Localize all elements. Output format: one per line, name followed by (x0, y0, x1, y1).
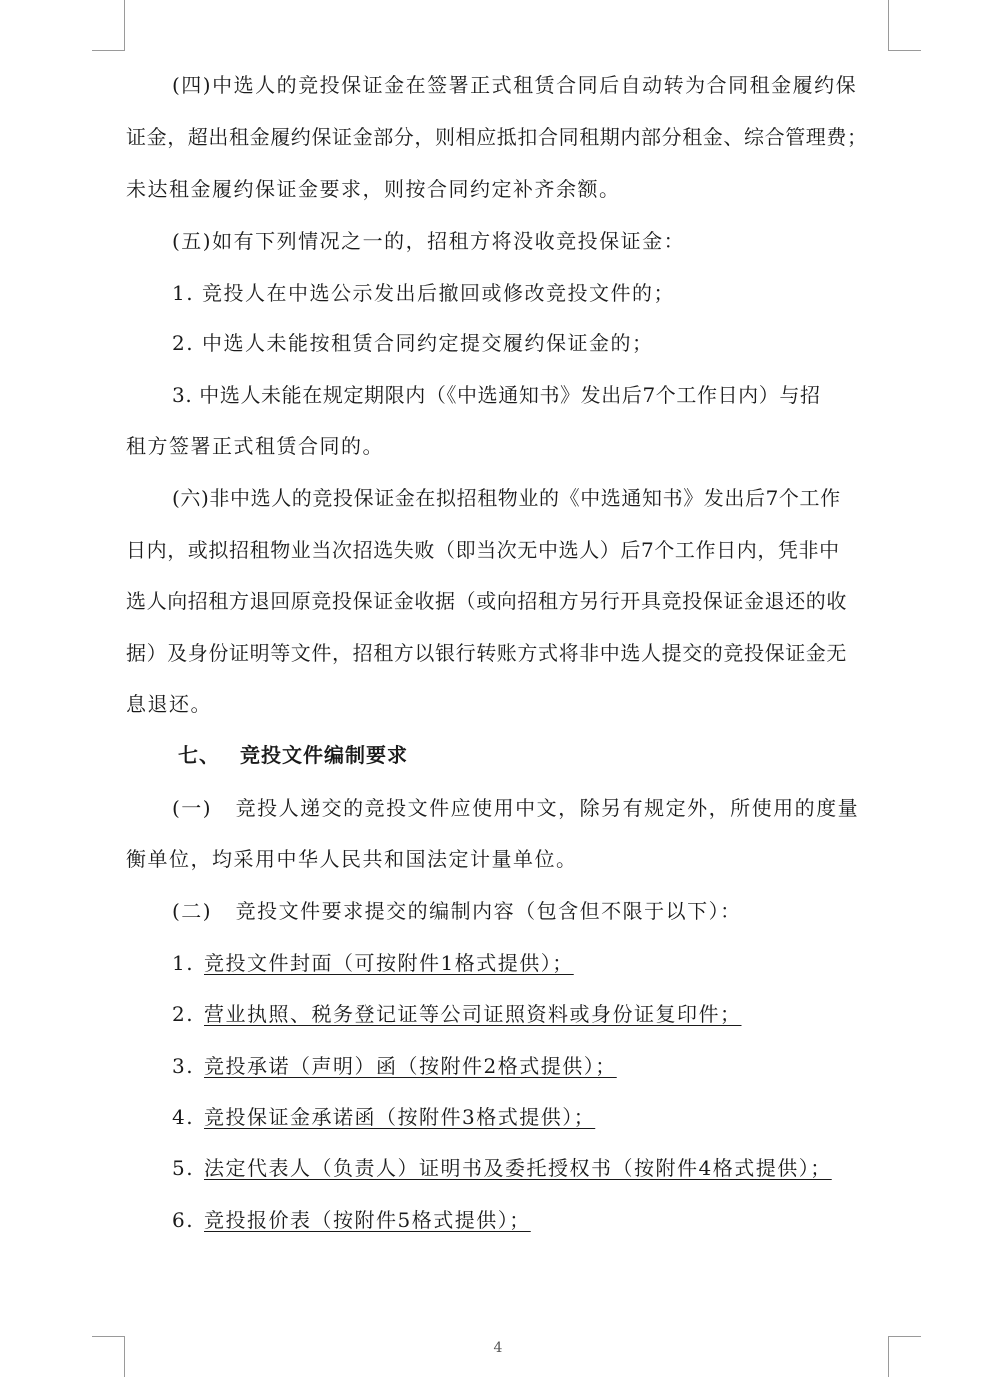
requirement-item (172, 950, 574, 976)
paragraph-line: (五)如有下列情况之一的，招租方将没收竞投保证金： (172, 229, 686, 253)
paragraph-line: 息退还。 (126, 692, 212, 716)
item-text: 法定代表人（负责人）证明书及委托授权书（按附件4格式提供）； (204, 1156, 832, 1180)
paragraph-line: (六)非中选人的竞投保证金在拟招租物业的《中选通知书》发出后7个工作 (172, 486, 841, 510)
paragraph-line: (四)中选人的竞投保证金在签署正式租赁合同后自动转为合同租金履约保 (172, 73, 858, 97)
item-number: 5. (172, 1156, 195, 1180)
crop-mark-top-left (92, 0, 125, 51)
paragraph-line: 据）及身份证明等文件，招租方以银行转账方式将非中选人提交的竞投保证金无 (126, 641, 847, 665)
list-item: 1. 竞投人在中选公示发出后撤回或修改竞投文件的； (172, 281, 675, 305)
paragraph-line: (一) 竞投人递交的竞投文件应使用中文，除另有规定外，所使用的度量 (172, 796, 860, 820)
requirement-item (172, 1001, 742, 1027)
requirement-item (172, 1104, 595, 1130)
item-text: 竞投承诺（声明）函（按附件2格式提供）； (204, 1054, 617, 1078)
paragraph-line: 选人向招租方退回原竞投保证金收据（或向招租方另行开具竞投保证金退还的收 (126, 589, 847, 613)
paragraph-line: 日内，或拟招租物业当次招选失败（即当次无中选人）后7个工作日内，凭非中 (126, 538, 840, 562)
item-number: 6. (172, 1208, 195, 1232)
item-text: 竞投报价表（按附件5格式提供）； (204, 1208, 531, 1232)
item-text: 竞投保证金承诺函（按附件3格式提供）； (204, 1105, 596, 1129)
crop-mark-top-right (888, 0, 921, 51)
item-text: 营业执照、税务登记证等公司证照资料或身份证复印件； (204, 1002, 742, 1026)
section-number: 七、 (178, 743, 220, 767)
list-item: 2. 中选人未能按租赁合同约定提交履约保证金的； (172, 331, 654, 355)
paragraph-line: (二) 竞投文件要求提交的编制内容（包含但不限于以下）： (172, 899, 742, 923)
paragraph-line: 证金，超出租金履约保证金部分，则相应抵扣合同租期内部分租金、综合管理费； (126, 125, 868, 149)
item-number: 4. (172, 1105, 195, 1129)
item-number: 1. (172, 951, 195, 975)
requirement-item (172, 1053, 617, 1079)
item-number: 2. (172, 1002, 195, 1026)
requirement-item (172, 1207, 531, 1233)
list-item: 3. 中选人未能在规定期限内（《中选通知书》发出后7个工作日内）与招 (172, 383, 821, 407)
paragraph-line: 衡单位，均采用中华人民共和国法定计量单位。 (126, 847, 578, 871)
paragraph-line: 未达租金履约保证金要求，则按合同约定补齐余额。 (126, 177, 621, 201)
item-text: 竞投文件封面（可按附件1格式提供）； (204, 951, 574, 975)
item-number: 3. (172, 1054, 195, 1078)
paragraph-line: 租方签署正式租赁合同的。 (126, 434, 384, 458)
section-title: 竞投文件编制要求 (240, 743, 408, 767)
page-number: 4 (493, 1340, 503, 1356)
section-heading (178, 742, 408, 768)
requirement-item (172, 1155, 832, 1181)
